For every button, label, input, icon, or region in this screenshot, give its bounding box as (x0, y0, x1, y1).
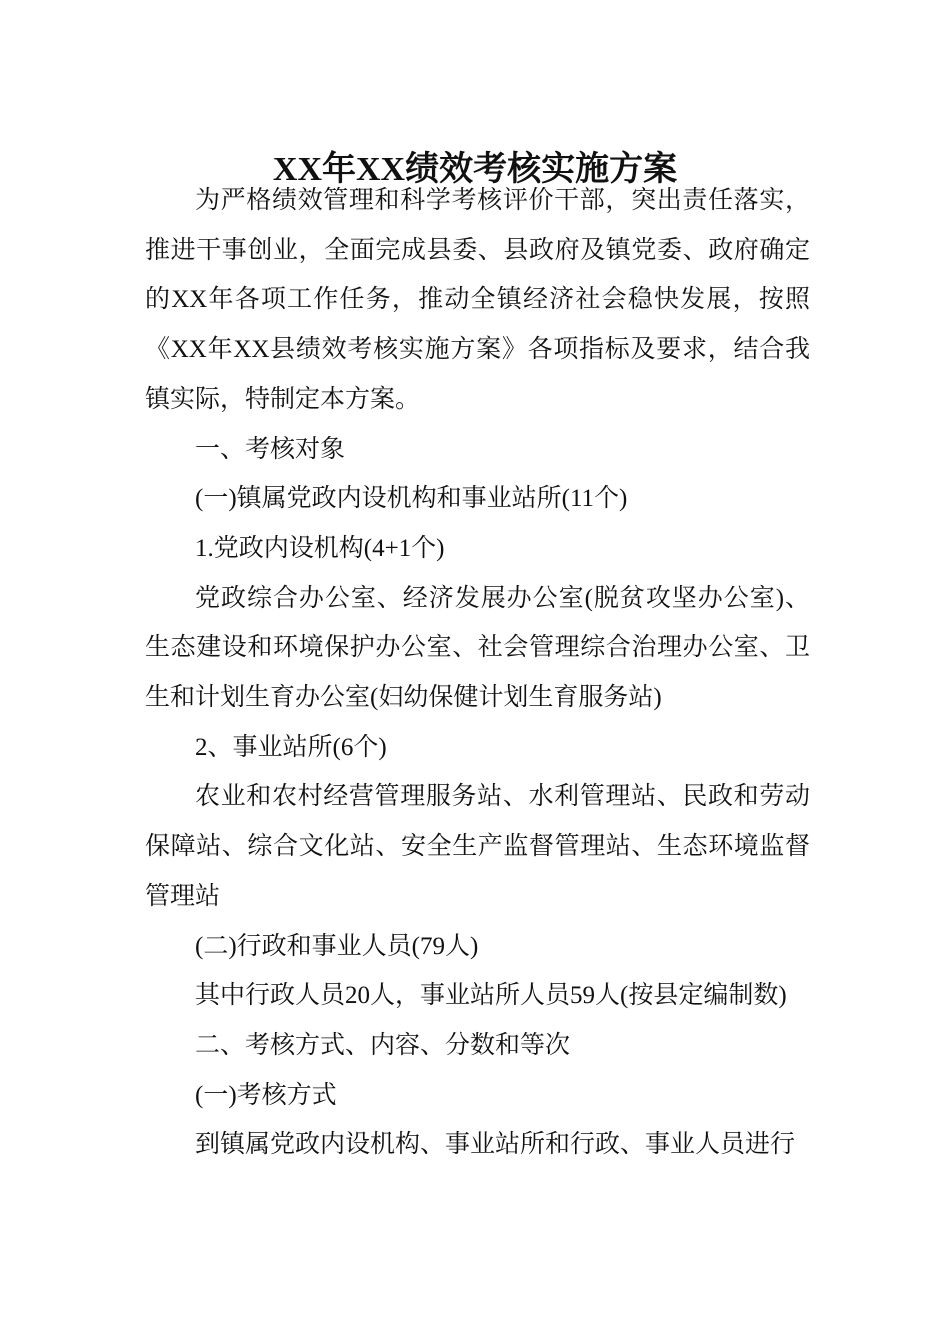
document-title: XX年XX绩效考核实施方案 (272, 150, 678, 188)
paragraph-public-institutions: 农业和农村经营管理服务站、水利管理站、民政和劳动保障站、综合文化站、安全生产监督管理站、生态环境监督管理站 (145, 783, 810, 910)
item-heading-party-government-bodies: 1.党政内设机构(4+1个) (195, 534, 445, 562)
document-body (145, 176, 810, 1170)
section-heading-assessment-targets: 一、考核对象 (195, 435, 346, 463)
subsection-heading-method: (一)考核方式 (195, 1081, 337, 1109)
paragraph-method: 到镇属党政内设机构、事业站所和行政、事业人员进行 (195, 1131, 796, 1159)
paragraph-intro: 为严格绩效管理和科学考核评价干部，突出责任落实，推进干事创业，全面完成县委、县政府及镇党委、政府确定的XX年各项工作任务，推动全镇经济社会稳快发展，按照《XX年XX县绩效考核实施方案》各项指标及要求，结合我镇实际，特制定本方案。 (145, 187, 810, 413)
subsection-heading-personnel: (二)行政和事业人员(79人) (195, 932, 479, 960)
section-heading-assessment-method: 二、考核方式、内容、分数和等次 (195, 1031, 571, 1059)
item-heading-public-institutions: 2、事业站所(6个) (195, 733, 387, 761)
paragraph-personnel: 其中行政人员20人，事业站所人员59人(按县定编制数) (195, 982, 787, 1010)
paragraph-party-government-bodies: 党政综合办公室、经济发展办公室(脱贫攻坚办公室)、生态建设和环境保护办公室、社会管理综合治理办公室、卫生和计划生育办公室(妇幼保健计划生育服务站) (145, 584, 810, 712)
subsection-heading-institutions: (一)镇属党政内设机构和事业站所(11个) (195, 485, 628, 513)
